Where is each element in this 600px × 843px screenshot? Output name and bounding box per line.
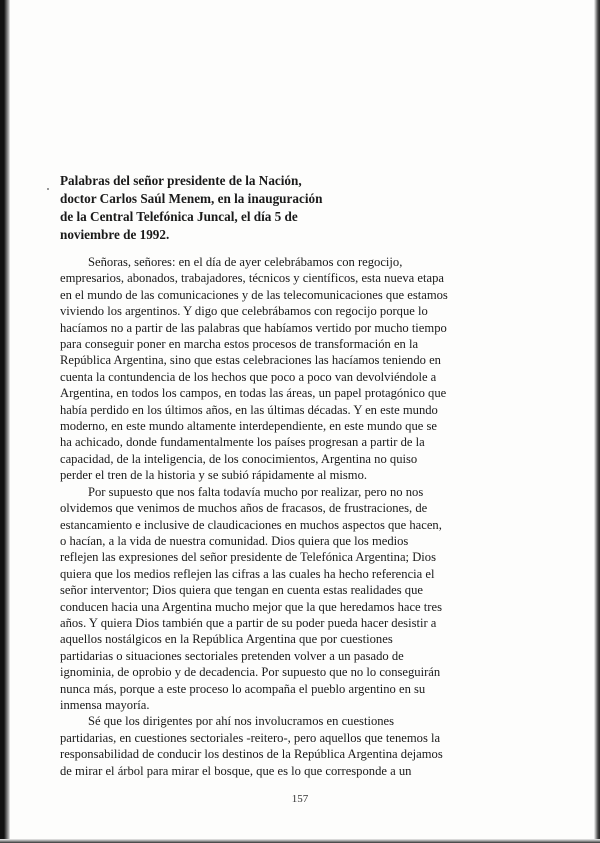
body-line: olvidemos que venimos de muchos años de fracasos, de frustraciones, de (60, 501, 428, 516)
body-line: ignominia, de oprobio y de decadencia. Por supuesto que no lo conseguirán (60, 665, 441, 680)
body-line: Señoras, señores: en el día de ayer celebrábamos con regocijo, (88, 255, 403, 269)
speech-heading (60, 172, 360, 244)
body-line: Por supuesto que nos falta todavía mucho por realizar, pero no nos (88, 484, 424, 499)
body-line: Sé que los dirigentes por ahí nos involucramos en cuestiones (88, 714, 395, 729)
body-line: reflejen las expresiones del señor presidente de Telefónica Argentina; Dios (60, 550, 436, 565)
body-line: responsabilidad de conducir los destinos de la República Argentina dejamos (60, 747, 443, 762)
scan-edge-left (0, 0, 10, 843)
body-line: señor interventor; Dios quiera que tengan en cuenta estas realidades que (60, 583, 423, 598)
heading-line: de la Central Telefónica Juncal, el día 5 de (60, 209, 298, 224)
body-line: hacíamos no a partir de las palabras que habíamos vertido por mucho tiempo (60, 320, 447, 335)
heading-line: Palabras del señor presidente de la Nación, (60, 173, 302, 188)
body-line: partidarias o situaciones sectoriales pretenden volver a un pasado de (60, 648, 404, 663)
scan-edge-bottom (0, 839, 600, 843)
speech-body (60, 254, 560, 779)
body-line: Argentina, en todos los campos, en todas las áreas, un papel protagónico que (60, 386, 447, 401)
body-line: años. Y quiera Dios también que a partir de su poder pueda hacer desistir a (60, 615, 437, 630)
body-line: aquellos nostálgicos en la República Argentina que por cuestiones (60, 632, 393, 647)
scan-edge-right (594, 0, 600, 843)
body-line: había perdido en los últimos años, en las últimas décadas. Y en este mundo (60, 402, 438, 417)
body-line: para conseguir poner en marcha estos procesos de transformación en la (60, 337, 419, 352)
body-line: nunca más, porque a este proceso lo acompaña el pueblo argentino en su (60, 681, 426, 696)
heading-line: noviembre de 1992. (60, 227, 170, 242)
body-line: República Argentina, sino que estas celebraciones las hacíamos teniendo en (60, 353, 441, 368)
body-line: perder el tren de la historia y se subió rápidamente al mismo. (60, 468, 368, 483)
body-line: de mirar el árbol para mirar el bosque, que es lo que corresponde a un (60, 763, 412, 778)
body-line: en el mundo de las comunicaciones y de las telecomunicaciones que estamos (60, 287, 448, 302)
body-line: conducen hacia una Argentina mucho mejor que la que heredamos hace tres (60, 599, 442, 614)
body-line: inmensa mayoría. (60, 697, 150, 712)
heading-line: doctor Carlos Saúl Menem, en la inauguración (60, 191, 323, 206)
body-line: partidarias, en cuestiones sectoriales -reitero-, pero aquellos que tenemos la (60, 730, 441, 745)
body-line: empresarios, abonados, trabajadores, técnicos y científicos, esta nueva etapa (60, 271, 444, 286)
page-number: 157 (291, 793, 309, 805)
scan-speck (47, 188, 49, 190)
body-line: capacidad, de la inteligencia, de los conocimientos, Argentina no quiso (60, 451, 418, 466)
body-line: viviendo los argentinos. Y digo que celebrábamos con regocijo porque lo (60, 304, 428, 319)
body-line: moderno, en este mundo altamente interdependiente, en este mundo que se (60, 419, 437, 434)
body-line: quiera que los medios reflejen las cifras a las cuales ha hecho referencia el (60, 566, 435, 581)
body-line: ha achicado, donde fundamentalmente los países progresan a partir de la (60, 435, 425, 450)
body-line: cuenta la contundencia de los hechos que poco a poco van devolviéndole a (60, 369, 437, 384)
body-line: o hacían, a la vida de nuestra comunidad. Dios quiera que los medios (60, 533, 409, 548)
body-line: estancamiento e inclusive de claudicaciones en muchos aspectos que hacen, (60, 517, 442, 532)
